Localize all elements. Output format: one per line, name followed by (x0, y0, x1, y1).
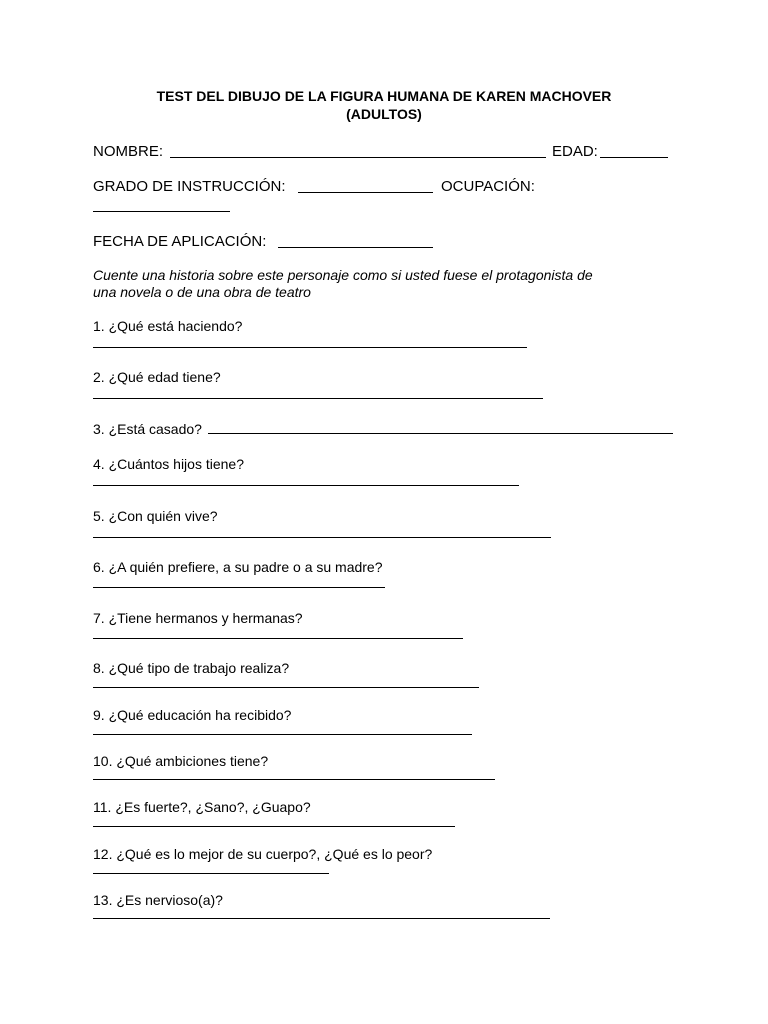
nombre-field-line[interactable] (170, 157, 546, 158)
edad-label: EDAD: (552, 143, 598, 160)
answer-line-6[interactable] (93, 587, 385, 588)
instructions-line-2: una novela o de una obra de teatro (93, 284, 311, 300)
question-4: 4. ¿Cuántos hijos tiene? (93, 456, 244, 472)
answer-line-9[interactable] (93, 734, 472, 735)
answer-line-7[interactable] (93, 638, 463, 639)
question-2: 2. ¿Qué edad tiene? (93, 369, 221, 385)
grado-instruccion-field-line[interactable] (298, 192, 433, 193)
nombre-label: NOMBRE: (93, 143, 164, 160)
question-3: 3. ¿Está casado? (93, 421, 202, 437)
document-subtitle: (ADULTOS) (346, 106, 422, 122)
question-8: 8. ¿Qué tipo de trabajo realiza? (93, 660, 290, 676)
question-11: 11. ¿Es fuerte?, ¿Sano?, ¿Guapo? (93, 799, 311, 815)
answer-line-5[interactable] (93, 537, 551, 538)
question-1: 1. ¿Qué está haciendo? (93, 318, 243, 334)
answer-line-1[interactable] (93, 347, 527, 348)
answer-line-10[interactable] (93, 779, 495, 780)
answer-line-8[interactable] (93, 687, 479, 688)
question-12: 12. ¿Qué es lo mejor de su cuerpo?, ¿Qué es lo peor? (93, 846, 433, 862)
answer-line-12[interactable] (93, 873, 329, 874)
question-5: 5. ¿Con quién vive? (93, 508, 218, 524)
question-7: 7. ¿Tiene hermanos y hermanas? (93, 610, 303, 626)
answer-line-13[interactable] (93, 918, 550, 919)
answer-line-3[interactable] (208, 433, 673, 434)
fecha-aplicacion-field-line[interactable] (278, 247, 433, 248)
document-title: TEST DEL DIBUJO DE LA FIGURA HUMANA DE KAREN MACHOVER (156, 88, 612, 104)
ocupacion-label: OCUPACIÓN: (441, 178, 535, 195)
question-10: 10. ¿Qué ambiciones tiene? (93, 753, 269, 769)
edad-field-line[interactable] (600, 157, 668, 158)
ocupacion-field-line[interactable] (93, 211, 230, 212)
question-6: 6. ¿A quién prefiere, a su padre o a su madre? (93, 559, 383, 575)
fecha-aplicacion-label: FECHA DE APLICACIÓN: (93, 233, 267, 250)
answer-line-4[interactable] (93, 485, 519, 486)
answer-line-2[interactable] (93, 398, 543, 399)
question-9: 9. ¿Qué educación ha recibido? (93, 707, 292, 723)
answer-line-11[interactable] (93, 826, 455, 827)
instructions-line-1: Cuente una historia sobre este personaje como si usted fuese el protagonista de (93, 267, 593, 283)
question-13: 13. ¿Es nervioso(a)? (93, 892, 223, 908)
grado-instruccion-label: GRADO DE INSTRUCCIÓN: (93, 178, 286, 195)
